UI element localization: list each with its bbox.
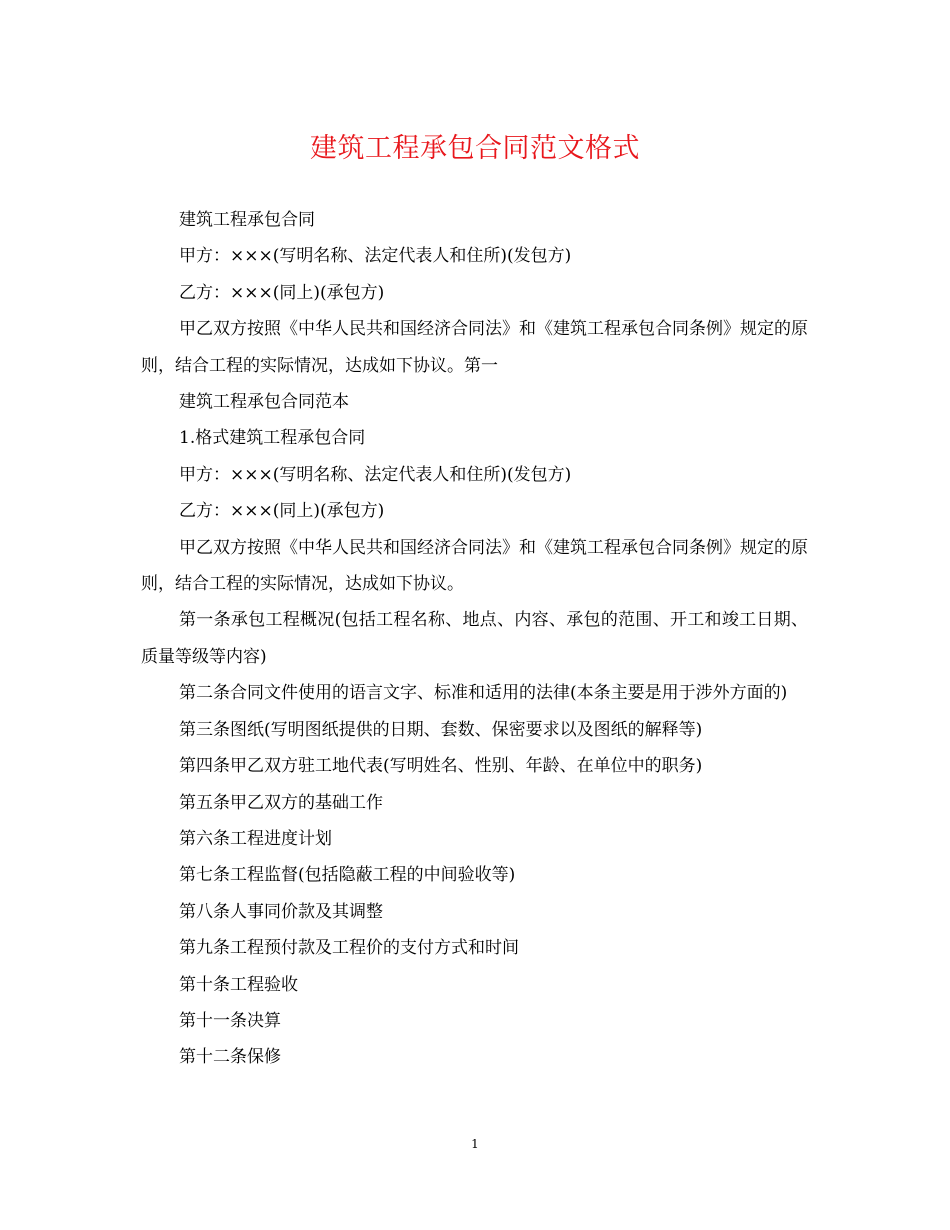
paragraph: 建筑工程承包合同 [179,210,315,230]
paragraph: 第十二条保修 [179,1047,281,1068]
paragraph: 第二条合同文件使用的语言文字、标准和适用的法律(本条主要是用于涉外方面的) [179,683,788,704]
paragraph: 建筑工程承包合同范本 [179,392,349,413]
paragraph: 甲乙双方按照《中华人民共和国经济合同法》和《建筑工程承包合同条例》规定的原则，结合工程的实际情况，达成如下协议。第一 [141,319,808,376]
document-body [141,202,808,1076]
paragraph: 第五条甲乙双方的基础工作 [179,792,383,813]
paragraph: 第十条工程验收 [179,974,298,995]
document-title: 建筑工程承包合同范文格式 [310,133,640,164]
paragraph: 第七条工程监督(包括隐蔽工程的中间验收等) [179,865,516,886]
paragraph: 第六条工程进度计划 [179,828,332,849]
paragraph: 乙方：×××(同上)(承包方) [179,282,385,303]
page-number: 1 [471,1137,479,1151]
paragraph: 乙方：×××(同上)(承包方) [179,501,385,522]
paragraph: 第九条工程预付款及工程价的支付方式和时间 [179,938,519,959]
paragraph: 第一条承包工程概况(包括工程名称、地点、内容、承包的范围、开工和竣工日期、质量等级等内容) [141,610,808,667]
paragraph: 甲乙双方按照《中华人民共和国经济合同法》和《建筑工程承包合同条例》规定的原则，结合工程的实际情况，达成如下协议。 [141,537,808,595]
paragraph: 第四条甲乙双方驻工地代表(写明姓名、性别、年龄、在单位中的职务) [179,756,703,777]
paragraph: 第八条人事同价款及其调整 [179,901,383,922]
paragraph: 1.格式建筑工程承包合同 [179,428,366,449]
paragraph: 甲方：×××(写明名称、法定代表人和住所)(发包方) [179,246,572,267]
paragraph: 甲方：×××(写明名称、法定代表人和住所)(发包方) [179,464,572,485]
paragraph: 第十一条决算 [179,1010,281,1031]
paragraph: 第三条图纸(写明图纸提供的日期、套数、保密要求以及图纸的解释等) [179,719,703,740]
